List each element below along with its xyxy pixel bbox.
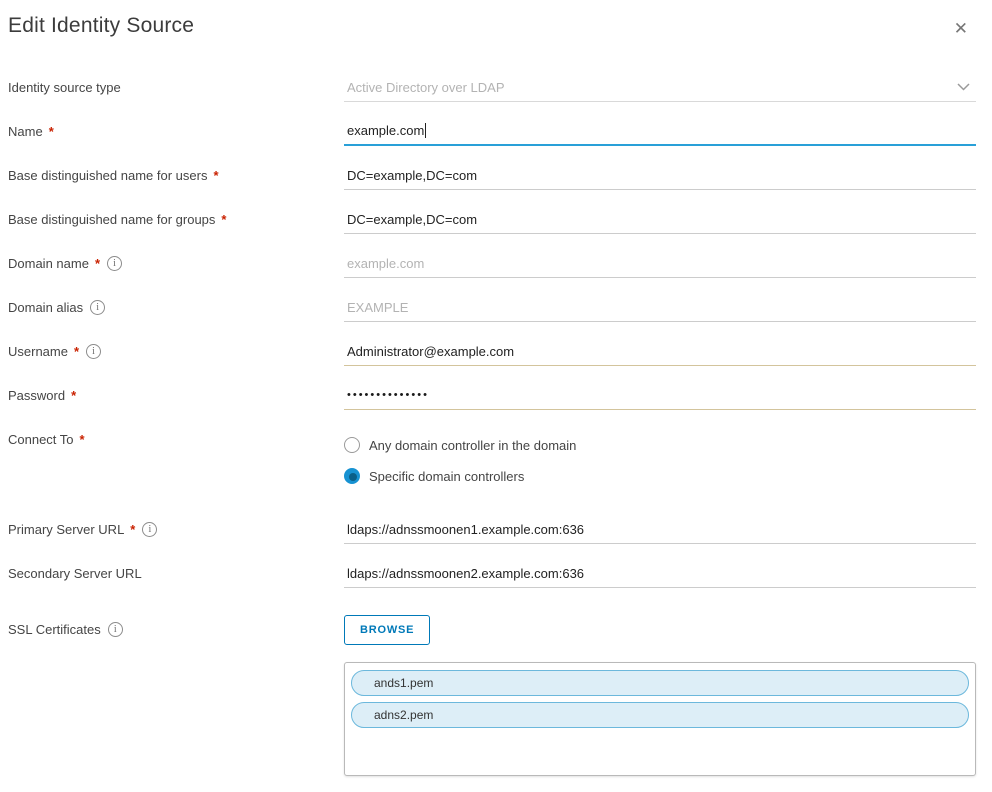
chevron-down-icon [957, 83, 970, 91]
label-username: Username * i [0, 337, 344, 359]
dialog-header [0, 0, 992, 43]
row-base-dn-groups [0, 205, 992, 235]
browse-button[interactable]: BROWSE [344, 615, 430, 645]
row-connect-to [0, 425, 992, 493]
identity-source-type-select[interactable] [344, 73, 976, 102]
required-marker: * [213, 168, 219, 183]
required-marker: * [48, 124, 54, 139]
label-secondary-server-url: Secondary Server URL [8, 566, 142, 581]
radio-checked-icon[interactable] [344, 468, 360, 484]
required-marker: * [79, 432, 85, 447]
required-marker: * [130, 522, 136, 537]
domain-name-input[interactable] [344, 249, 976, 278]
label-base-dn-groups: Base distinguished name for groups * [8, 212, 227, 227]
label-name: Name * [8, 124, 54, 139]
info-icon[interactable]: i [90, 300, 105, 315]
identity-source-type-value: Active Directory over LDAP [347, 79, 505, 95]
text-cursor [425, 123, 426, 138]
required-marker: * [221, 212, 227, 227]
info-icon[interactable]: i [86, 344, 101, 359]
label-base-dn-users: Base distinguished name for users * [8, 168, 219, 183]
username-input[interactable] [344, 337, 976, 366]
label-domain-alias: Domain alias i [0, 293, 344, 315]
certificate-chip[interactable]: adns2.pem [351, 702, 969, 728]
row-name [0, 117, 992, 147]
name-value: example.com [347, 123, 425, 138]
info-icon[interactable]: i [142, 522, 157, 537]
password-input[interactable] [344, 381, 976, 410]
radio-unchecked-icon[interactable] [344, 437, 360, 453]
base-dn-users-input[interactable] [344, 161, 976, 190]
secondary-server-url-input[interactable] [344, 559, 976, 588]
row-ssl-certificates [0, 615, 992, 776]
dialog-title: Edit Identity Source [8, 14, 195, 37]
identity-source-form [0, 73, 992, 776]
required-marker: * [94, 256, 100, 271]
row-identity-source-type [0, 73, 992, 103]
required-marker: * [73, 344, 80, 359]
certificate-list [344, 662, 976, 776]
domain-alias-input[interactable] [344, 293, 976, 322]
radio-any-domain-controller[interactable]: Any domain controller in the domain [344, 431, 976, 459]
close-icon[interactable]: ✕ [953, 19, 968, 38]
row-secondary-server-url [0, 559, 992, 589]
certificate-chip[interactable]: ands1.pem [351, 670, 969, 696]
name-input[interactable] [344, 117, 976, 146]
row-base-dn-users [0, 161, 992, 191]
info-icon[interactable]: i [108, 622, 123, 637]
radio-specific-domain-controllers[interactable]: Specific domain controllers [344, 462, 976, 490]
label-identity-source-type: Identity source type [8, 80, 121, 95]
required-marker: * [71, 388, 77, 403]
label-ssl-certificates: SSL Certificates i [0, 615, 344, 637]
row-password [0, 381, 992, 411]
row-primary-server-url [0, 515, 992, 545]
row-username [0, 337, 992, 367]
primary-server-url-input[interactable] [344, 515, 976, 544]
label-primary-server-url: Primary Server URL * i [0, 515, 344, 537]
row-domain-alias [0, 293, 992, 323]
label-domain-name: Domain name * i [0, 249, 344, 271]
label-connect-to: Connect To * [8, 432, 85, 447]
row-domain-name [0, 249, 992, 279]
info-icon[interactable]: i [107, 256, 122, 271]
base-dn-groups-input[interactable] [344, 205, 976, 234]
label-password: Password * [8, 388, 77, 403]
